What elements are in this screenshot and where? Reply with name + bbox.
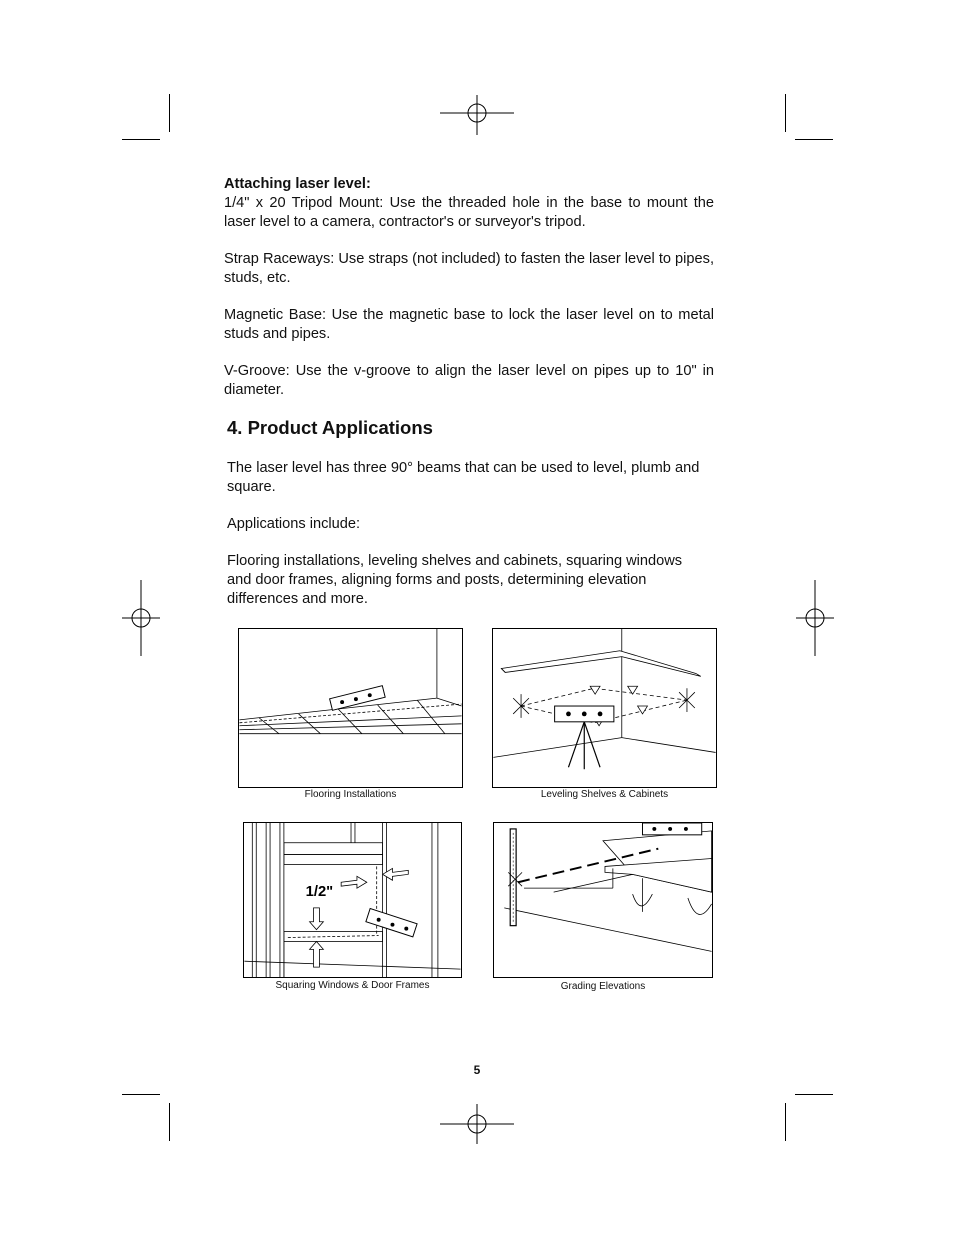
laser-level-icon	[366, 909, 417, 937]
applications-label: Applications include:	[227, 516, 361, 532]
applications-list: Flooring installations, leveling shelves and cabinets, squaring windows and door frames, aligning forms and posts, determining elevation differences and more.	[227, 553, 683, 607]
figure-windows	[243, 822, 462, 978]
registration-mark-bottom	[440, 1104, 514, 1144]
figure-shelves	[492, 628, 717, 788]
tripod-mount-text: 1/4" x 20 Tripod Mount: Use the threaded hole in the base to mount the laser level to a camera, contractor's or surveyor's tripod.	[224, 195, 714, 230]
shelves-illustration	[493, 629, 716, 787]
tripod-icon	[568, 722, 600, 769]
registration-mark-right	[796, 580, 834, 656]
measurement-label: 1/2"	[305, 884, 334, 901]
windows-illustration	[244, 823, 461, 977]
attaching-heading: Attaching laser level:	[224, 176, 371, 192]
laser-level-icon	[555, 706, 614, 722]
caption-windows: Squaring Windows & Door Frames	[275, 980, 430, 991]
section-title: 4. Product Applications	[227, 417, 433, 438]
magnetic-base-text: Magnetic Base: Use the magnetic base to lock the laser level on to metal studs and pipes.	[224, 307, 714, 342]
caption-shelves: Leveling Shelves & Cabinets	[540, 789, 669, 800]
registration-mark-top	[440, 95, 514, 135]
figure-grading	[493, 822, 713, 978]
intro-text: The laser level has three 90° beams that can be used to level, plumb and square.	[227, 460, 700, 495]
page-number: 5	[473, 1063, 481, 1077]
arrow-down-icon	[310, 908, 324, 930]
caption-grading: Grading Elevations	[560, 981, 646, 992]
figure-flooring	[238, 628, 463, 788]
caption-flooring: Flooring Installations	[304, 789, 397, 800]
arrow-right-icon	[341, 868, 408, 888]
registration-mark-left	[122, 580, 160, 656]
v-groove-text: V-Groove: Use the v-groove to align the laser level on pipes up to 10" in diameter.	[224, 363, 714, 398]
strap-raceways-text: Strap Raceways: Use straps (not included) to fasten the laser level to pipes, studs, etc.	[224, 251, 714, 286]
laser-level-icon	[642, 823, 701, 835]
flooring-illustration	[239, 629, 462, 787]
grading-illustration	[494, 823, 712, 977]
